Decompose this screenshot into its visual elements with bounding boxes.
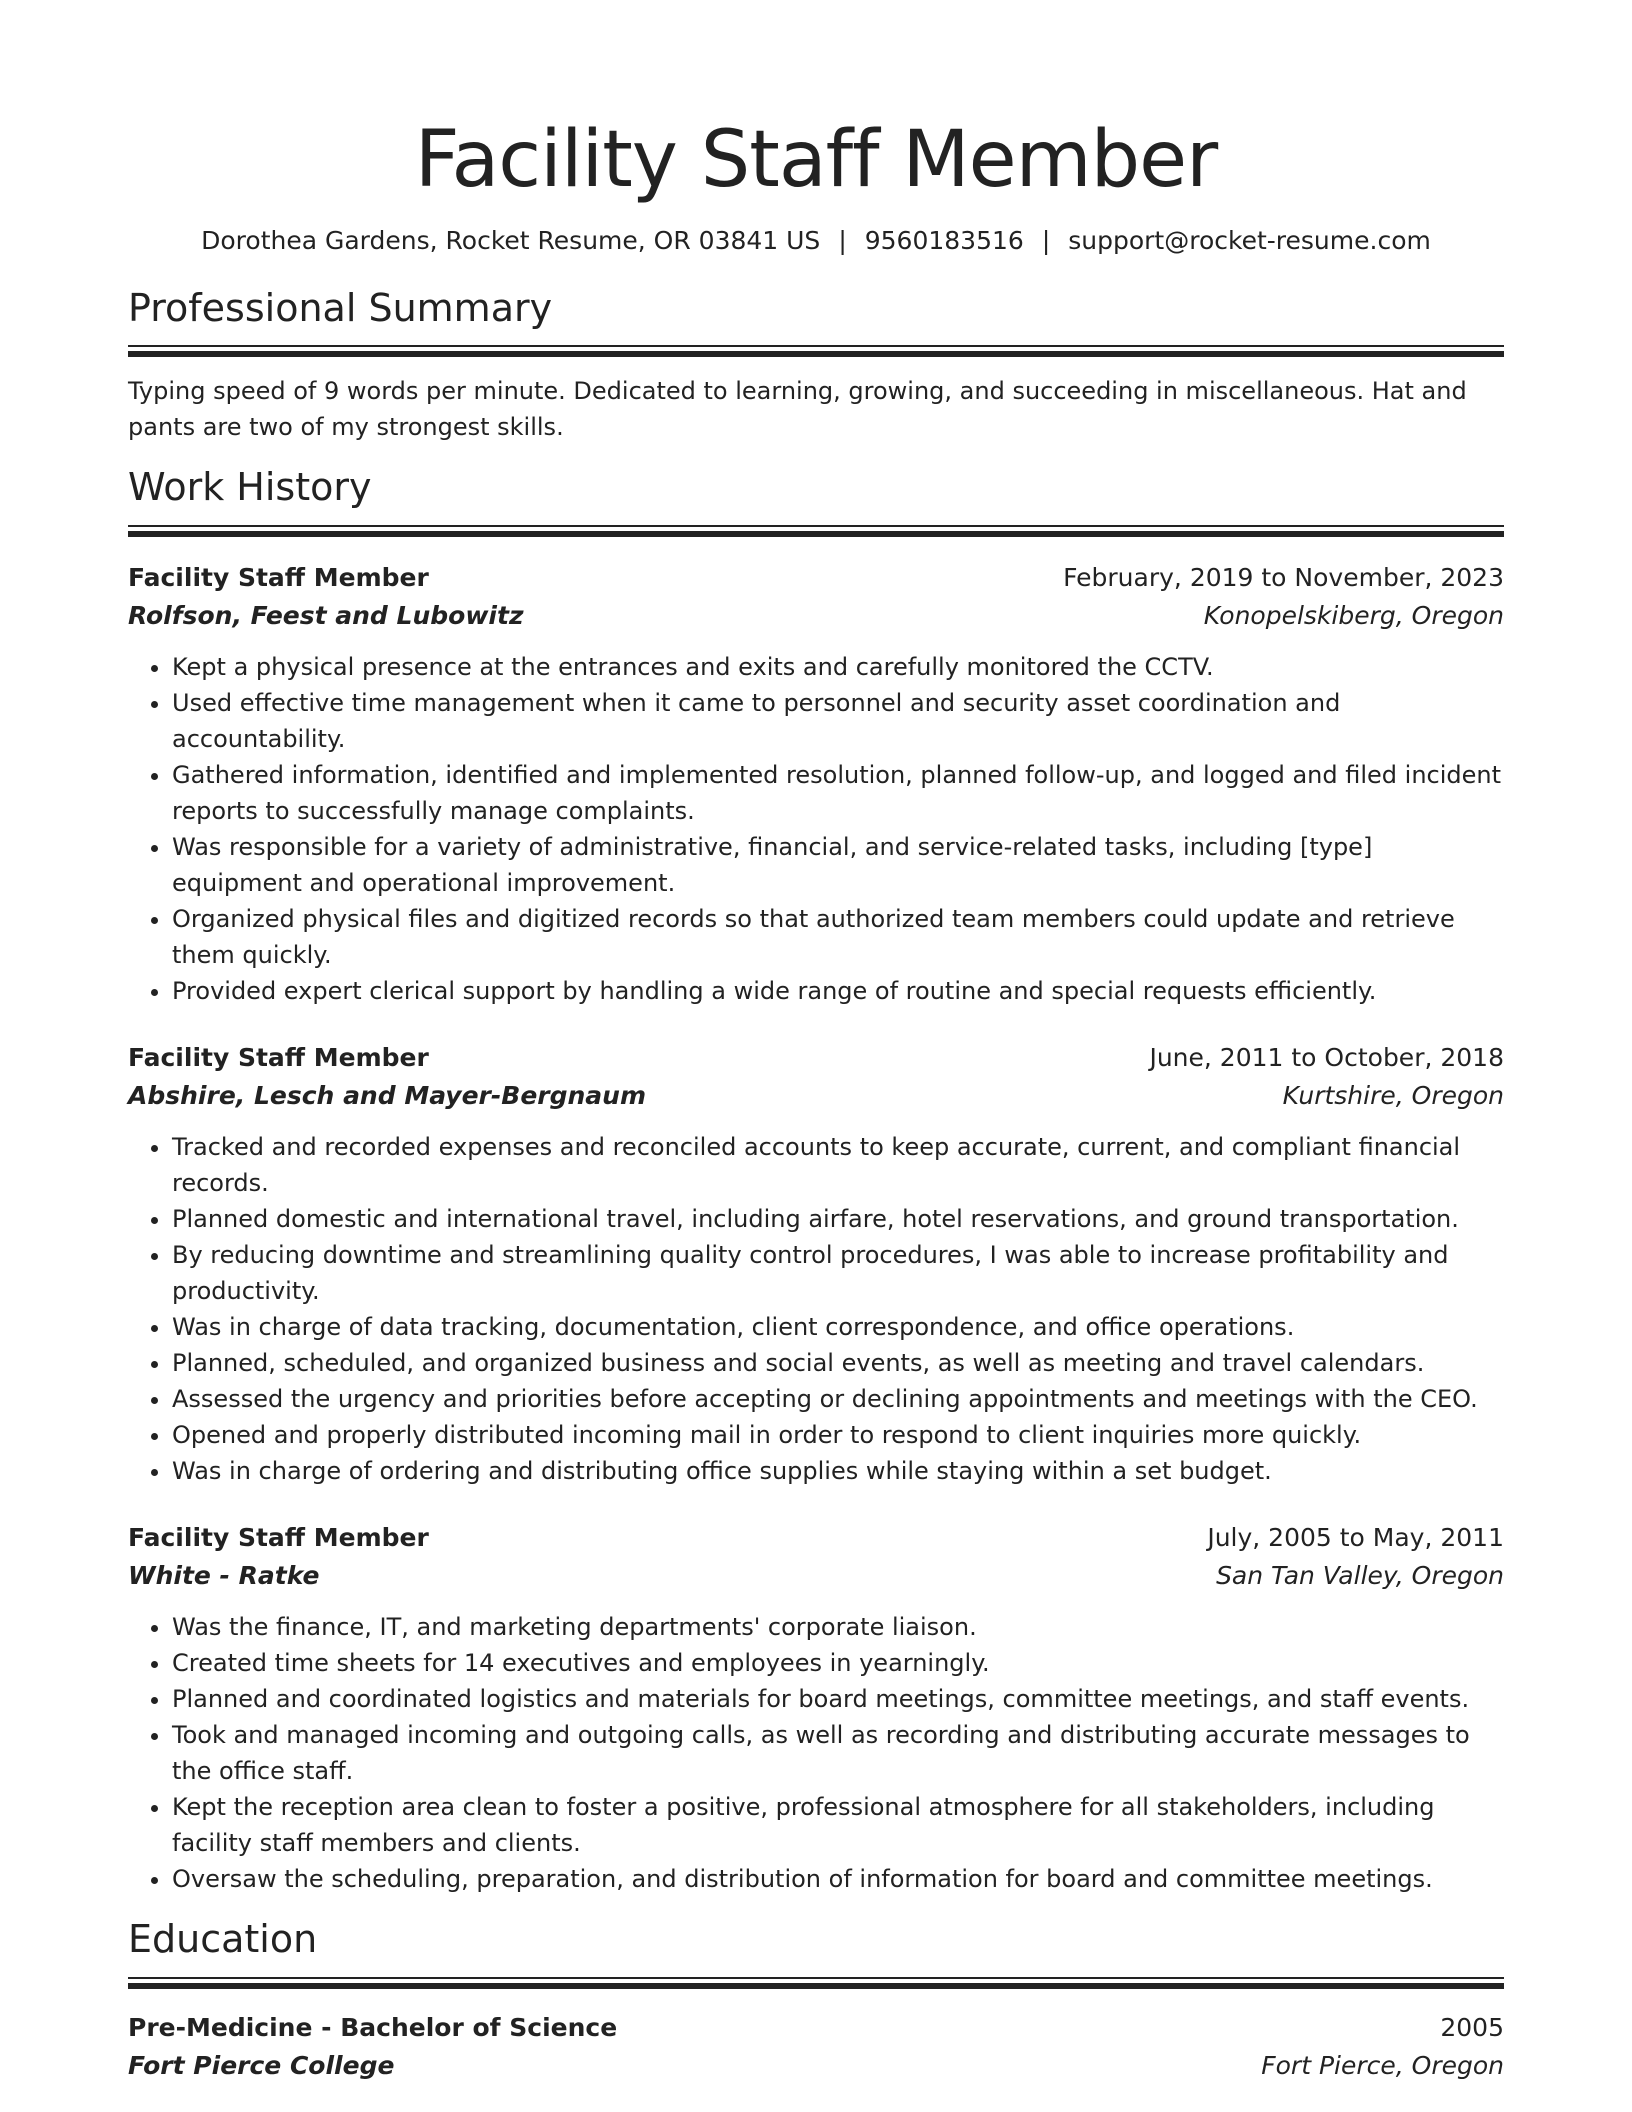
section-title-summary: Professional Summary bbox=[128, 285, 553, 330]
section-divider bbox=[128, 525, 1504, 537]
education-entry bbox=[128, 2009, 1504, 2085]
section-divider bbox=[128, 345, 1504, 357]
job-company: White - Ratke bbox=[128, 1560, 320, 1590]
job-bullet: • Tracked and recorded expenses and reconciled accounts to keep accurate, current, and compliant financial records. bbox=[172, 1129, 1504, 1201]
job-title: Facility Staff Member bbox=[128, 1042, 429, 1072]
contact-separator: | bbox=[838, 225, 847, 255]
job-bullet-list bbox=[128, 1609, 1504, 1897]
job-company: Rolfson, Feest and Lubowitz bbox=[128, 600, 524, 630]
education-school: Fort Pierce College bbox=[128, 2050, 395, 2080]
job-header-row bbox=[128, 1519, 1504, 1557]
education-degree: Pre-Medicine - Bachelor of Science bbox=[128, 2012, 618, 2042]
job-bullet: • Opened and properly distributed incoming mail in order to respond to client inquiries more quickly. bbox=[172, 1417, 1504, 1453]
section-title-education: Education bbox=[128, 1916, 318, 1961]
job-bullet: • Oversaw the scheduling, preparation, and distribution of information for board and committee meetings. bbox=[172, 1861, 1504, 1897]
job-bullet: • Provided expert clerical support by handling a wide range of routine and special requests efficiently. bbox=[172, 973, 1504, 1009]
job-dates: February, 2019 to November, 2023 bbox=[1063, 562, 1504, 592]
job-bullet: • Assessed the urgency and priorities before accepting or declining appointments and meetings with the CEO. bbox=[172, 1381, 1504, 1417]
section-divider bbox=[128, 1977, 1504, 1989]
job-bullet: • Planned domestic and international travel, including airfare, hotel reservations, and ground transportation. bbox=[172, 1201, 1504, 1237]
resume-page bbox=[128, 0, 1504, 2085]
candidate-name: Facility Staff Member bbox=[414, 115, 1218, 205]
contact-line bbox=[128, 226, 1504, 256]
education-school-row bbox=[128, 2047, 1504, 2085]
job-header-row bbox=[128, 1039, 1504, 1077]
job-location: Kurtshire, Oregon bbox=[1282, 1080, 1504, 1110]
job-title: Facility Staff Member bbox=[128, 1522, 429, 1552]
job-company-row bbox=[128, 1557, 1504, 1595]
job-company-row bbox=[128, 597, 1504, 635]
job-bullet: • Was in charge of data tracking, documentation, client correspondence, and office operations. bbox=[172, 1309, 1504, 1345]
job-entry bbox=[128, 1039, 1504, 1489]
job-bullet: • Was in charge of ordering and distributing office supplies while staying within a set budget. bbox=[172, 1453, 1504, 1489]
education-year: 2005 bbox=[1440, 2012, 1504, 2042]
job-bullet: • Used effective time management when it came to personnel and security asset coordination and accountability. bbox=[172, 685, 1504, 757]
job-location: San Tan Valley, Oregon bbox=[1216, 1560, 1504, 1590]
job-entry bbox=[128, 1519, 1504, 1897]
job-bullet: • Planned and coordinated logistics and materials for board meetings, committee meetings, and staff events. bbox=[172, 1681, 1504, 1717]
job-bullet: • Was responsible for a variety of administrative, financial, and service-related tasks, including [type] equipment and operational improvement. bbox=[172, 829, 1504, 901]
contact-email[interactable]: support@rocket-resume.com bbox=[1068, 225, 1431, 255]
job-company: Abshire, Lesch and Mayer-Bergnaum bbox=[128, 1080, 647, 1110]
job-bullet: • Took and managed incoming and outgoing calls, as well as recording and distributing accurate messages to the office staff. bbox=[172, 1717, 1504, 1789]
education-section bbox=[128, 1917, 1504, 2085]
job-dates: July, 2005 to May, 2011 bbox=[1207, 1522, 1504, 1552]
job-bullet: • Organized physical files and digitized records so that authorized team members could update and retrieve them quickly. bbox=[172, 901, 1504, 973]
contact-address: Dorothea Gardens, Rocket Resume, OR 03841 US bbox=[201, 225, 821, 255]
job-bullet: • Kept a physical presence at the entrances and exits and carefully monitored the CCTV. bbox=[172, 649, 1504, 685]
contact-phone: 9560183516 bbox=[864, 225, 1024, 255]
job-bullet: • By reducing downtime and streamlining quality control procedures, I was able to increase profitability and productivity. bbox=[172, 1237, 1504, 1309]
job-title: Facility Staff Member bbox=[128, 562, 429, 592]
summary-text: Typing speed of 9 words per minute. Dedicated to learning, growing, and succeeding in miscellaneous. Hat and pants are two of my strongest skills. bbox=[128, 377, 1467, 442]
job-company-row bbox=[128, 1077, 1504, 1115]
job-location: Konopelskiberg, Oregon bbox=[1203, 600, 1504, 630]
section-title-work: Work History bbox=[128, 465, 372, 510]
work-section bbox=[128, 465, 1504, 1897]
education-location: Fort Pierce, Oregon bbox=[1261, 2050, 1504, 2080]
contact-separator: | bbox=[1041, 225, 1051, 255]
job-dates: June, 2011 to October, 2018 bbox=[1149, 1042, 1504, 1072]
job-bullet-list bbox=[128, 649, 1504, 1009]
job-bullet: • Created time sheets for 14 executives and employees in yearningly. bbox=[172, 1645, 1504, 1681]
job-bullet: • Kept the reception area clean to foster a positive, professional atmosphere for all stakeholders, including facility staff members and clients. bbox=[172, 1789, 1504, 1861]
job-bullet: • Was the finance, IT, and marketing departments' corporate liaison. bbox=[172, 1609, 1504, 1645]
summary-section bbox=[128, 286, 1504, 446]
education-header-row bbox=[128, 2009, 1504, 2047]
job-bullet-list bbox=[128, 1129, 1504, 1489]
job-bullet: • Planned, scheduled, and organized business and social events, as well as meeting and travel calendars. bbox=[172, 1345, 1504, 1381]
job-entry bbox=[128, 559, 1504, 1009]
job-header-row bbox=[128, 559, 1504, 597]
job-bullet: • Gathered information, identified and implemented resolution, planned follow-up, and logged and filed incident reports to successfully manage complaints. bbox=[172, 757, 1504, 829]
